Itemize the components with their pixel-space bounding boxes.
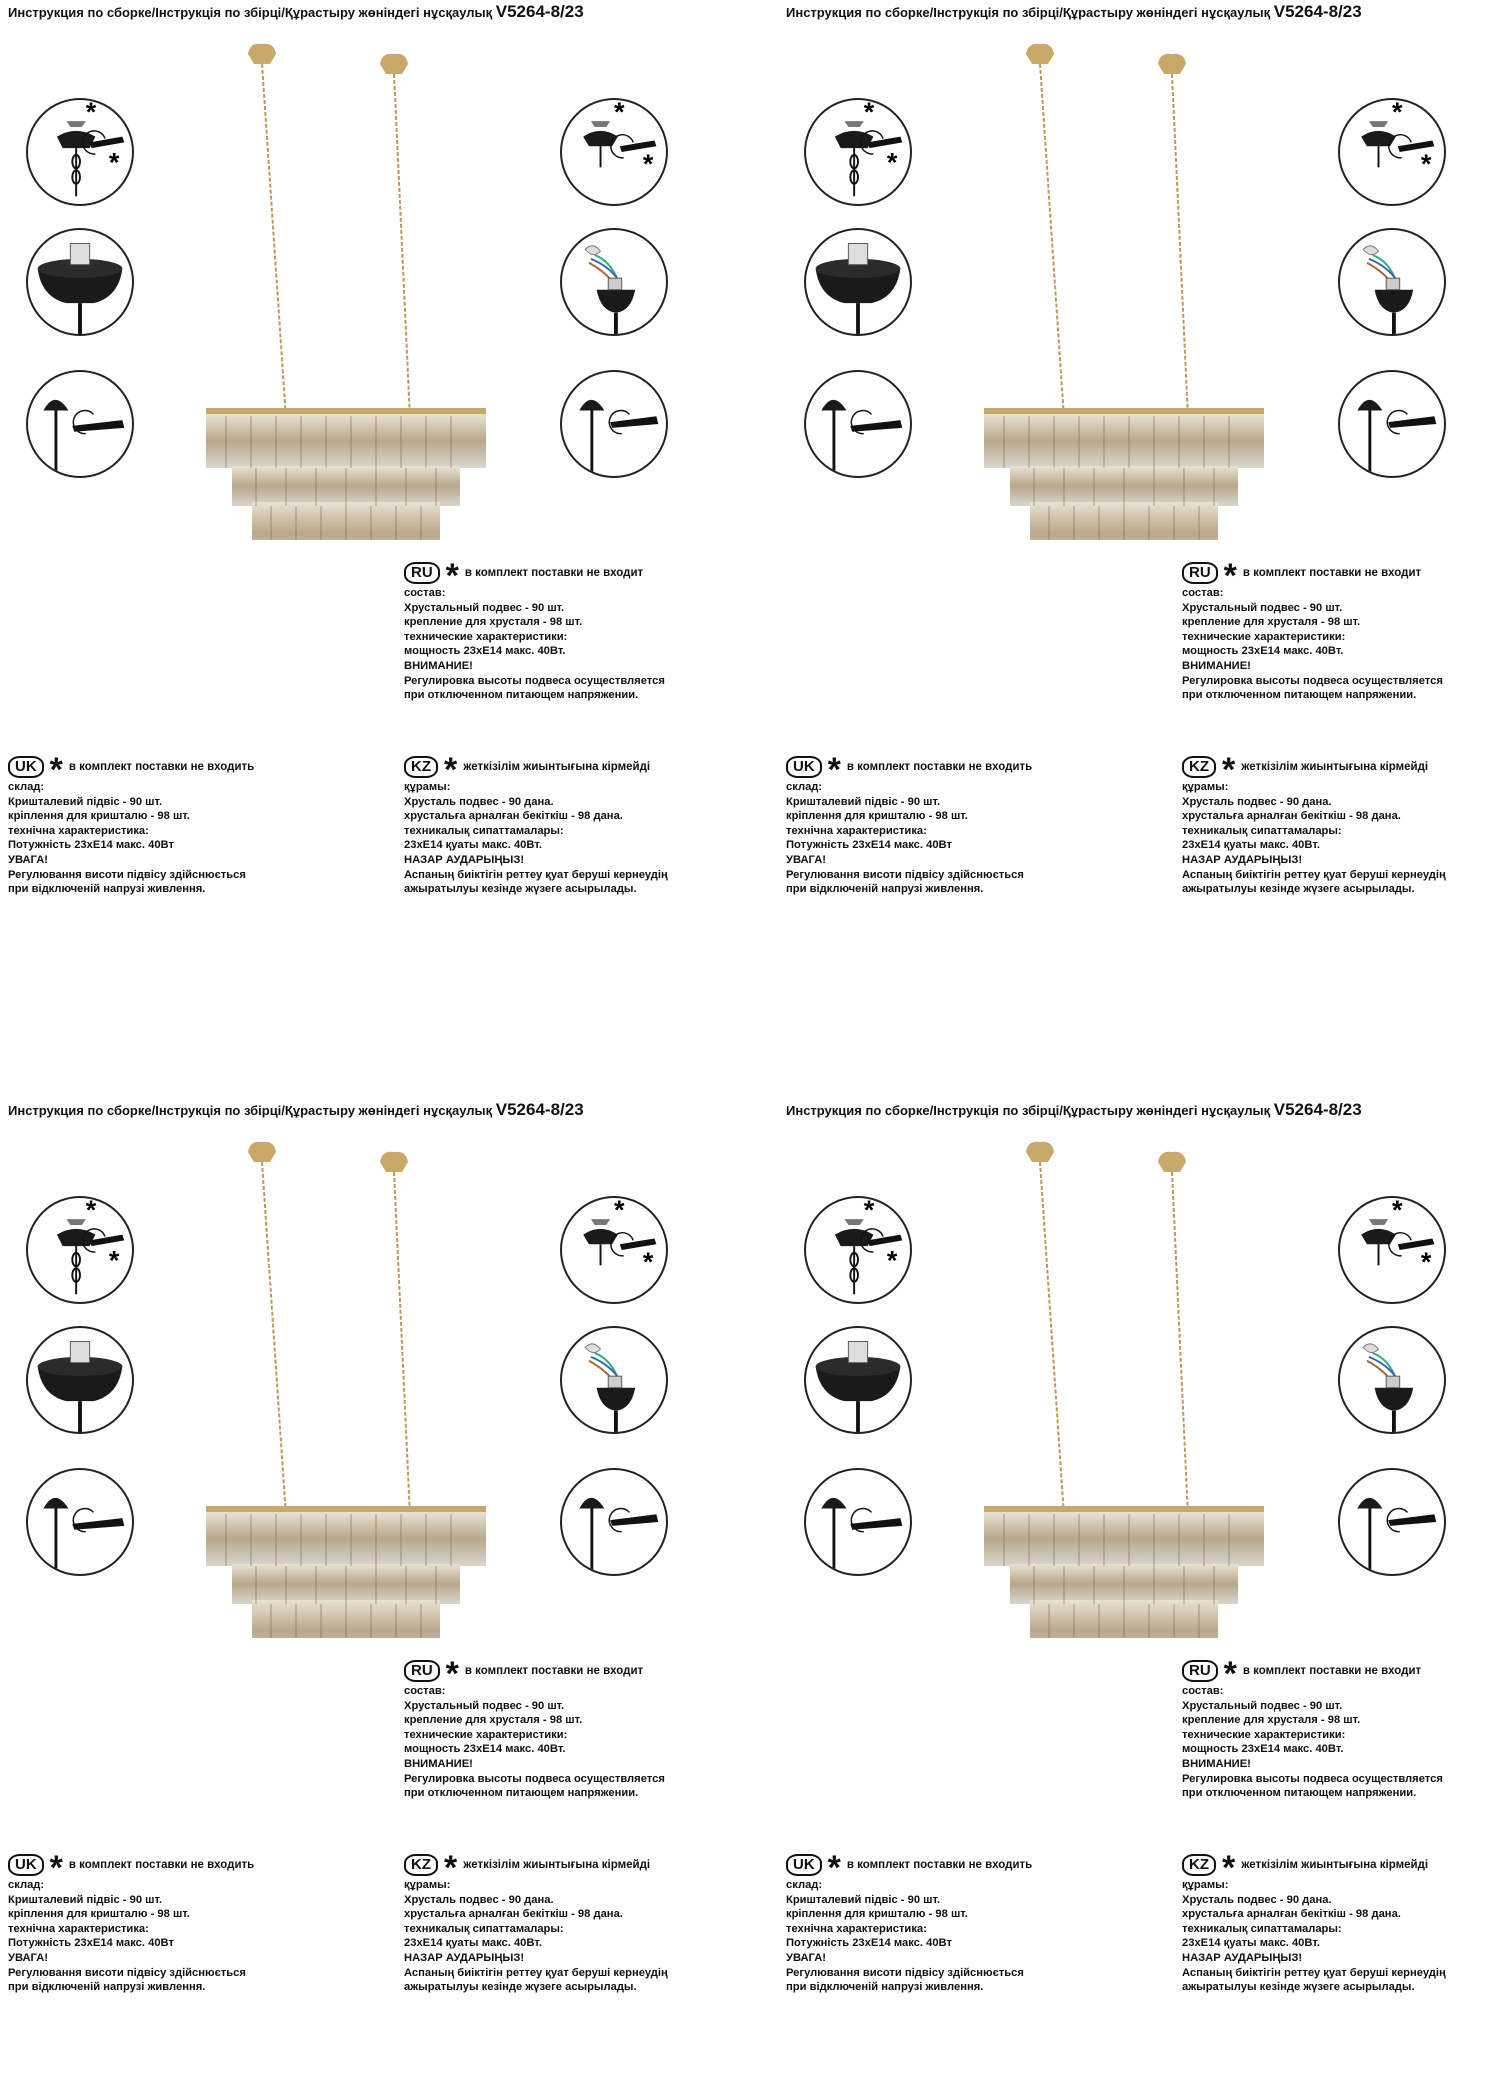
- step-5-circle: [1338, 228, 1446, 336]
- ru-line: мощность 23хЕ14 макс. 40Вт.: [1182, 645, 1344, 658]
- wiring-connection-step-icon: [1340, 230, 1444, 334]
- uk-line: кріплення для кришталю - 98 шт.: [786, 1908, 968, 1921]
- ru-badge: RU: [404, 562, 440, 584]
- ru-line: при отключенном питающем напряжении.: [404, 689, 639, 702]
- step-2-circle: [804, 228, 912, 336]
- kz-line: Аспаның биіктігін реттеу қуат беруші кернеудің: [1182, 868, 1446, 881]
- ru-line: мощность 23хЕ14 макс. 40Вт.: [404, 645, 566, 658]
- title-text: Инструкция по сборке/Інструкція по збірці/Құрастыру жөніндегі нұсқаулық: [8, 5, 493, 20]
- uk-line: Регулювання висоти підвісу здійснюється: [786, 868, 1024, 881]
- kz-note: жеткізілім жиынтығына кірмейді: [463, 1858, 651, 1871]
- kz-line: техникалық сипаттамалары:: [1182, 824, 1342, 837]
- hook-chain-right-step-icon: [1340, 1198, 1444, 1302]
- asterisk-icon: *: [445, 557, 459, 595]
- asterisk-icon: *: [1222, 1849, 1236, 1887]
- asterisk-icon: *: [49, 751, 63, 789]
- kz-line: ажыратылуы кезінде жүзеге асырылады.: [404, 883, 637, 896]
- mounting-bracket-canopy-step-icon: [28, 1328, 132, 1432]
- chandelier-illustration: [974, 1138, 1274, 1638]
- uk-line: Потужність 23хЕ14 макс. 40Вт: [786, 1937, 952, 1950]
- svg-text:*: *: [85, 100, 97, 128]
- step-5-circle: [560, 1326, 668, 1434]
- hook-chain-right-step-icon: [562, 1198, 666, 1302]
- uk-line: технічна характеристика:: [786, 1922, 927, 1935]
- instruction-title: [786, 1100, 1362, 1120]
- uk-line: Регулювання висоти підвісу здійснюється: [8, 868, 246, 881]
- model-number: V5264-8/23: [495, 1100, 584, 1119]
- mounting-bracket-canopy-step-icon: [806, 230, 910, 334]
- svg-text:*: *: [1420, 149, 1432, 180]
- instruction-sheet-top-left: [0, 0, 747, 1000]
- step-4-circle: [560, 1196, 668, 1304]
- svg-text:*: *: [108, 1245, 120, 1276]
- ru-line: ВНИМАНИЕ!: [404, 1757, 473, 1770]
- tighten-screw-canopy-step-icon: [806, 372, 910, 476]
- ru-badge: RU: [404, 1660, 440, 1682]
- svg-text:*: *: [863, 100, 875, 128]
- kz-section: [404, 751, 668, 897]
- screwdriver-canopy-step-icon: [1340, 1470, 1444, 1574]
- kz-line: ажыратылуы кезінде жүзеге асырылады.: [1182, 1981, 1415, 1994]
- step-3-circle: [804, 370, 912, 478]
- step-1-circle: [26, 98, 134, 206]
- step-4-circle: [1338, 98, 1446, 206]
- kz-line: Аспаның биіктігін реттеу қуат беруші кернеудің: [404, 1966, 668, 1979]
- step-5-circle: [1338, 1326, 1446, 1434]
- uk-line: склад:: [8, 1879, 45, 1891]
- ru-line: Хрустальный подвес - 90 шт.: [404, 601, 565, 614]
- kz-line: Хрусталь подвес - 90 дана.: [1182, 1893, 1332, 1906]
- svg-text:*: *: [642, 149, 654, 180]
- ru-line: Регулировка высоты подвеса осуществляется: [1182, 674, 1443, 687]
- step-2-circle: [804, 1326, 912, 1434]
- uk-line: Кришталевий підвіс - 90 шт.: [786, 1893, 941, 1906]
- step-6-circle: [560, 1468, 668, 1576]
- kz-badge: KZ: [1182, 756, 1216, 778]
- kz-line: НАЗАР АУДАРЫҢЫЗ!: [404, 853, 525, 866]
- uk-line: УВАГА!: [8, 853, 49, 866]
- ru-line: ВНИМАНИЕ!: [404, 659, 473, 672]
- instruction-title: [8, 1100, 584, 1120]
- screwdriver-canopy-step-icon: [1340, 372, 1444, 476]
- uk-line: Регулювання висоти підвісу здійснюється: [786, 1966, 1024, 1979]
- svg-text:*: *: [1420, 1247, 1432, 1278]
- kz-line: НАЗАР АУДАРЫҢЫЗ!: [404, 1951, 525, 1964]
- kz-line: 23хЕ14 қуаты макс. 40Вт.: [404, 839, 542, 852]
- ru-line: состав:: [1182, 1685, 1224, 1697]
- svg-text:*: *: [85, 1198, 97, 1226]
- asterisk-icon: *: [827, 1849, 841, 1887]
- ru-line: мощность 23хЕ14 макс. 40Вт.: [1182, 1743, 1344, 1756]
- ru-line: технические характеристики:: [1182, 630, 1346, 643]
- uk-badge: UK: [786, 756, 822, 778]
- kz-line: техникалық сипаттамалары:: [404, 824, 564, 837]
- asterisk-icon: *: [1223, 557, 1237, 595]
- ru-line: технические характеристики:: [404, 1728, 568, 1741]
- ru-line: при отключенном питающем напряжении.: [1182, 689, 1417, 702]
- kz-note: жеткізілім жиынтығына кірмейді: [463, 760, 651, 773]
- chandelier-illustration: [196, 1138, 496, 1638]
- uk-section: [8, 1849, 255, 1995]
- uk-line: при відключеній напрузі живлення.: [8, 1981, 206, 1994]
- model-number: V5264-8/23: [1273, 1100, 1362, 1119]
- hook-chain-right-step-icon: [1340, 100, 1444, 204]
- uk-note: в комплект поставки не входить: [846, 760, 1033, 773]
- ru-badge: RU: [1182, 562, 1218, 584]
- kz-line: техникалық сипаттамалары:: [1182, 1922, 1342, 1935]
- uk-line: кріплення для кришталю - 98 шт.: [8, 810, 190, 823]
- title-text: Инструкция по сборке/Інструкція по збірці/Құрастыру жөніндегі нұсқаулық: [8, 1103, 493, 1118]
- model-number: V5264-8/23: [1273, 2, 1362, 21]
- ru-line: ВНИМАНИЕ!: [1182, 1757, 1251, 1770]
- step-6-circle: [1338, 1468, 1446, 1576]
- kz-line: құрамы:: [404, 781, 451, 793]
- uk-line: склад:: [786, 1879, 823, 1891]
- uk-section: [8, 751, 255, 897]
- uk-line: технічна характеристика:: [8, 824, 149, 837]
- uk-badge: UK: [8, 756, 44, 778]
- ru-section: [404, 557, 665, 703]
- ru-line: Хрустальный подвес - 90 шт.: [404, 1699, 565, 1712]
- ru-line: технические характеристики:: [404, 630, 568, 643]
- ceiling-hook-chain-step-icon: [806, 1198, 910, 1302]
- uk-line: Кришталевий підвіс - 90 шт.: [786, 795, 941, 808]
- uk-line: при відключеній напрузі живлення.: [786, 1981, 984, 1994]
- svg-text:*: *: [108, 147, 120, 178]
- tighten-screw-canopy-step-icon: [28, 1470, 132, 1574]
- step-6-circle: [1338, 370, 1446, 478]
- uk-line: склад:: [8, 781, 45, 793]
- ru-line: технические характеристики:: [1182, 1728, 1346, 1741]
- screwdriver-canopy-step-icon: [562, 372, 666, 476]
- ceiling-hook-chain-step-icon: [28, 100, 132, 204]
- kz-badge: KZ: [1182, 1854, 1216, 1876]
- uk-line: Потужність 23хЕ14 макс. 40Вт: [786, 839, 952, 852]
- mounting-bracket-canopy-step-icon: [28, 230, 132, 334]
- step-4-circle: [1338, 1196, 1446, 1304]
- uk-line: кріплення для кришталю - 98 шт.: [786, 810, 968, 823]
- kz-line: 23хЕ14 қуаты макс. 40Вт.: [1182, 1937, 1320, 1950]
- ru-line: Регулировка высоты подвеса осуществляется: [404, 1772, 665, 1785]
- ru-line: мощность 23хЕ14 макс. 40Вт.: [404, 1743, 566, 1756]
- uk-line: склад:: [786, 781, 823, 793]
- tighten-screw-canopy-step-icon: [28, 372, 132, 476]
- kz-line: НАЗАР АУДАРЫҢЫЗ!: [1182, 1951, 1303, 1964]
- ru-section: [1182, 557, 1443, 703]
- ru-line: состав:: [404, 587, 446, 599]
- step-3-circle: [804, 1468, 912, 1576]
- model-number: V5264-8/23: [495, 2, 584, 21]
- svg-text:*: *: [1392, 1198, 1403, 1226]
- step-1-circle: [804, 1196, 912, 1304]
- ru-note: в комплект поставки не входит: [1242, 566, 1422, 579]
- ru-line: при отключенном питающем напряжении.: [404, 1787, 639, 1800]
- ru-line: состав:: [1182, 587, 1224, 599]
- tighten-screw-canopy-step-icon: [806, 1470, 910, 1574]
- uk-line: Кришталевий підвіс - 90 шт.: [8, 1893, 163, 1906]
- kz-line: НАЗАР АУДАРЫҢЫЗ!: [1182, 853, 1303, 866]
- ru-note: в комплект поставки не входит: [464, 566, 644, 579]
- kz-badge: KZ: [404, 1854, 438, 1876]
- uk-line: при відключеній напрузі живлення.: [8, 883, 206, 896]
- uk-line: УВАГА!: [8, 1951, 49, 1964]
- ru-line: крепление для хрусталя - 98 шт.: [404, 1714, 583, 1727]
- kz-line: хрустальға арналған бекіткіш - 98 дана.: [404, 810, 623, 823]
- uk-badge: UK: [786, 1854, 822, 1876]
- step-1-circle: [804, 98, 912, 206]
- kz-line: құрамы:: [1182, 781, 1229, 793]
- kz-line: 23хЕ14 қуаты макс. 40Вт.: [404, 1937, 542, 1950]
- ru-section: [1182, 1655, 1443, 1801]
- step-1-circle: [26, 1196, 134, 1304]
- screwdriver-canopy-step-icon: [562, 1470, 666, 1574]
- svg-text:*: *: [863, 1198, 875, 1226]
- kz-line: хрустальға арналған бекіткіш - 98 дана.: [1182, 810, 1401, 823]
- uk-note: в комплект поставки не входить: [68, 760, 255, 773]
- uk-line: Потужність 23хЕ14 макс. 40Вт: [8, 1937, 174, 1950]
- kz-line: Хрусталь подвес - 90 дана.: [404, 795, 554, 808]
- svg-text:*: *: [642, 1247, 654, 1278]
- kz-section: [1182, 751, 1446, 897]
- ru-note: в комплект поставки не входит: [464, 1664, 644, 1677]
- uk-line: кріплення для кришталю - 98 шт.: [8, 1908, 190, 1921]
- kz-line: ажыратылуы кезінде жүзеге асырылады.: [404, 1981, 637, 1994]
- title-text: Инструкция по сборке/Інструкція по збірці/Құрастыру жөніндегі нұсқаулық: [786, 5, 1271, 20]
- title-text: Инструкция по сборке/Інструкція по збірці/Құрастыру жөніндегі нұсқаулық: [786, 1103, 1271, 1118]
- kz-line: құрамы:: [404, 1879, 451, 1891]
- kz-line: ажыратылуы кезінде жүзеге асырылады.: [1182, 883, 1415, 896]
- mounting-bracket-canopy-step-icon: [806, 1328, 910, 1432]
- ru-line: состав:: [404, 1685, 446, 1697]
- instruction-sheet-bottom-right: [778, 1098, 1494, 2098]
- kz-note: жеткізілім жиынтығына кірмейді: [1241, 1858, 1429, 1871]
- chandelier-illustration: [974, 40, 1274, 540]
- asterisk-icon: *: [1223, 1655, 1237, 1693]
- step-2-circle: [26, 1326, 134, 1434]
- svg-text:*: *: [886, 1245, 898, 1276]
- uk-line: УВАГА!: [786, 853, 827, 866]
- step-2-circle: [26, 228, 134, 336]
- ru-note: в комплект поставки не входит: [1242, 1664, 1422, 1677]
- wiring-connection-step-icon: [562, 1328, 666, 1432]
- asterisk-icon: *: [1222, 751, 1236, 789]
- uk-line: технічна характеристика:: [8, 1922, 149, 1935]
- ru-line: при отключенном питающем напряжении.: [1182, 1787, 1417, 1800]
- chandelier-illustration: [196, 40, 496, 540]
- uk-section: [786, 1849, 1033, 1995]
- uk-line: Регулювання висоти підвісу здійснюється: [8, 1966, 246, 1979]
- instruction-title: [8, 2, 584, 22]
- ru-line: Регулировка высоты подвеса осуществляется: [404, 674, 665, 687]
- wiring-connection-step-icon: [1340, 1328, 1444, 1432]
- kz-line: құрамы:: [1182, 1879, 1229, 1891]
- asterisk-icon: *: [827, 751, 841, 789]
- ru-line: крепление для хрусталя - 98 шт.: [1182, 616, 1361, 629]
- ru-line: Хрустальный подвес - 90 шт.: [1182, 601, 1343, 614]
- uk-note: в комплект поставки не входить: [846, 1858, 1033, 1871]
- ru-line: Регулировка высоты подвеса осуществляется: [1182, 1772, 1443, 1785]
- ru-line: ВНИМАНИЕ!: [1182, 659, 1251, 672]
- svg-text:*: *: [614, 100, 625, 128]
- instruction-sheet-top-right: [778, 0, 1494, 1000]
- kz-line: Аспаның биіктігін реттеу қуат беруші кернеудің: [404, 868, 668, 881]
- instruction-sheet-bottom-left: [0, 1098, 747, 2098]
- asterisk-icon: *: [445, 1655, 459, 1693]
- uk-line: Кришталевий підвіс - 90 шт.: [8, 795, 163, 808]
- uk-section: [786, 751, 1033, 897]
- ru-line: крепление для хрусталя - 98 шт.: [404, 616, 583, 629]
- uk-badge: UK: [8, 1854, 44, 1876]
- kz-line: Хрусталь подвес - 90 дана.: [1182, 795, 1332, 808]
- ru-line: крепление для хрусталя - 98 шт.: [1182, 1714, 1361, 1727]
- wiring-connection-step-icon: [562, 230, 666, 334]
- kz-line: 23хЕ14 қуаты макс. 40Вт.: [1182, 839, 1320, 852]
- kz-line: Аспаның биіктігін реттеу қуат беруші кернеудің: [1182, 1966, 1446, 1979]
- uk-line: технічна характеристика:: [786, 824, 927, 837]
- svg-text:*: *: [886, 147, 898, 178]
- svg-text:*: *: [1392, 100, 1403, 128]
- uk-line: при відключеній напрузі живлення.: [786, 883, 984, 896]
- ru-line: Хрустальный подвес - 90 шт.: [1182, 1699, 1343, 1712]
- kz-note: жеткізілім жиынтығына кірмейді: [1241, 760, 1429, 773]
- kz-section: [1182, 1849, 1446, 1995]
- uk-line: УВАГА!: [786, 1951, 827, 1964]
- kz-line: Хрусталь подвес - 90 дана.: [404, 1893, 554, 1906]
- svg-text:*: *: [614, 1198, 625, 1226]
- step-3-circle: [26, 370, 134, 478]
- uk-note: в комплект поставки не входить: [68, 1858, 255, 1871]
- step-6-circle: [560, 370, 668, 478]
- instruction-title: [786, 2, 1362, 22]
- kz-badge: KZ: [404, 756, 438, 778]
- step-5-circle: [560, 228, 668, 336]
- step-3-circle: [26, 1468, 134, 1576]
- ceiling-hook-chain-step-icon: [806, 100, 910, 204]
- asterisk-icon: *: [49, 1849, 63, 1887]
- kz-line: хрустальға арналған бекіткіш - 98 дана.: [1182, 1908, 1401, 1921]
- ru-section: [404, 1655, 665, 1801]
- hook-chain-right-step-icon: [562, 100, 666, 204]
- kz-line: хрустальға арналған бекіткіш - 98 дана.: [404, 1908, 623, 1921]
- step-4-circle: [560, 98, 668, 206]
- asterisk-icon: *: [444, 751, 458, 789]
- asterisk-icon: *: [444, 1849, 458, 1887]
- ceiling-hook-chain-step-icon: [28, 1198, 132, 1302]
- ru-badge: RU: [1182, 1660, 1218, 1682]
- kz-line: техникалық сипаттамалары:: [404, 1922, 564, 1935]
- uk-line: Потужність 23хЕ14 макс. 40Вт: [8, 839, 174, 852]
- kz-section: [404, 1849, 668, 1995]
